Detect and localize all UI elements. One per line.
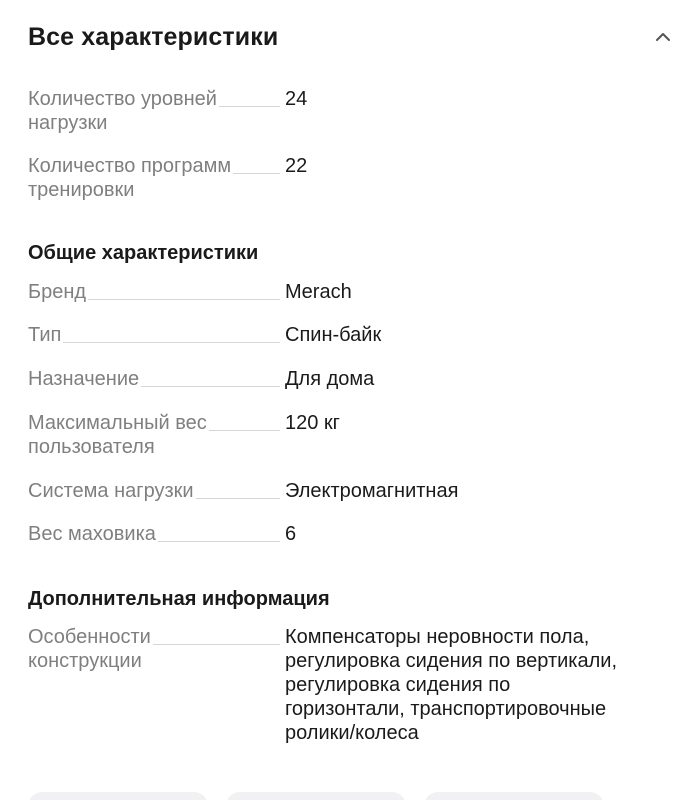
collapse-button[interactable] [648,22,678,52]
spec-value: Электромагнитная [285,480,459,502]
spec-value: 24 [285,88,308,110]
spec-value [283,625,672,745]
spec-key-label: Вес маховика [28,523,156,545]
spec-key [28,479,283,503]
spec-row-construction [28,625,672,745]
spec-key-line1: Особенности [28,626,151,648]
spec-row-purpose [28,367,672,391]
spec-key-label: Бренд [28,281,87,303]
spec-key [28,154,283,202]
spec-value: Спин-байк [285,324,382,346]
spec-key [28,87,283,135]
spec-key-line1: Максимальный вес [28,412,207,434]
spec-value: Merach [285,281,352,303]
bottom-chip[interactable] [226,792,406,800]
spec-key [28,411,283,459]
leader-line [219,106,280,107]
spec-value-line: горизонтали, транспортировочные [285,698,607,720]
leader-line [233,173,280,174]
spec-value-line: ролики/колеса [285,722,419,744]
characteristics-header [28,18,672,56]
bottom-chip-bar [28,792,604,800]
spec-row-load-levels [28,87,672,135]
page-title: Все характеристики [28,22,279,51]
section-title-general: Общие характеристики [28,242,259,264]
chevron-up-icon [655,32,671,42]
spec-value: 120 кг [285,412,340,434]
spec-key-label: Назначение [28,368,140,390]
leader-line [63,342,280,343]
bottom-chip[interactable] [28,792,208,800]
spec-key-label: Тип [28,324,62,346]
spec-key-line2: пользователя [28,436,155,458]
spec-key [28,280,283,304]
section-title-additional: Дополнительная информация [28,588,330,610]
spec-row-max-weight [28,411,672,459]
leader-line [153,644,280,645]
spec-value-line: регулировка сидения по [285,674,511,696]
spec-key-line2: тренировки [28,179,135,201]
spec-value: Для дома [285,368,375,390]
spec-row-type [28,323,672,347]
spec-key [28,522,283,546]
spec-row-flywheel-weight [28,522,672,546]
leader-line [209,430,280,431]
spec-key [28,367,283,391]
spec-key [28,323,283,347]
spec-key [28,625,283,673]
spec-key-line2: конструкции [28,650,142,672]
leader-line [88,299,280,300]
spec-row-load-system [28,479,672,503]
spec-key-line1: Количество уровней [28,88,217,110]
bottom-chip[interactable] [424,792,604,800]
leader-line [141,386,280,387]
spec-value-line: Компенсаторы неровности пола, [285,626,590,648]
leader-line [158,541,280,542]
spec-row-programs [28,154,672,202]
spec-value-line: регулировка сидения по вертикали, [285,650,618,672]
spec-key-line2: нагрузки [28,112,108,134]
spec-value: 6 [285,523,297,545]
spec-key-line1: Количество программ [28,155,232,177]
leader-line [196,498,280,499]
spec-key-label: Система нагрузки [28,480,194,502]
spec-value: 22 [285,155,308,177]
spec-row-brand [28,280,672,304]
